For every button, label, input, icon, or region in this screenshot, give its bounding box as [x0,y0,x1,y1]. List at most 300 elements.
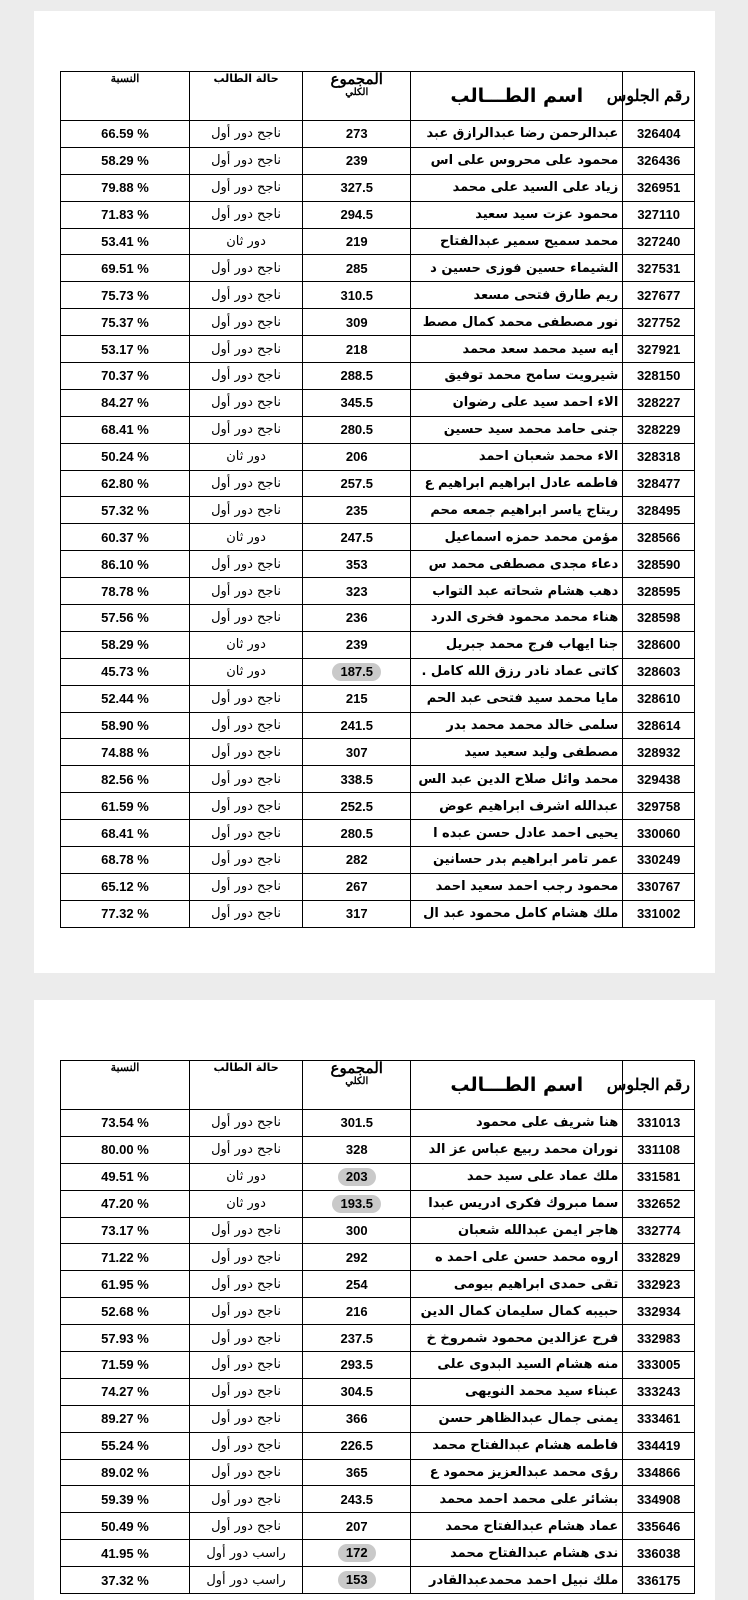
student-name-cell: نوران محمد ربيع عباس عز الد [411,1136,623,1163]
percent-number: 41.95 [101,1545,134,1561]
seat-number-cell: 332983 [623,1325,695,1352]
student-name-cell: هناء محمد محمود فخرى الدرد [411,605,623,632]
table-row [61,497,695,524]
percent-sign: % [133,1438,149,1454]
table-row [61,336,695,363]
percent-value [101,799,149,814]
percent-value [101,126,149,141]
percent-cell [61,497,190,524]
status-cell: راسب دور أول [189,1567,302,1594]
table-row [61,551,695,578]
total-cell [303,1190,411,1217]
percent-sign: % [133,529,149,545]
percent-value [101,772,149,787]
status-cell: دور ثان [189,524,302,551]
total-cell: 345.5 [303,389,411,416]
percent-cell [61,900,190,927]
percent-number: 84.27 [101,395,134,411]
seat-number-cell: 330060 [623,820,695,847]
percent-cell [61,470,190,497]
percent-number: 82.56 [101,771,134,787]
percent-cell [61,1244,190,1271]
status-cell: ناجح دور أول [189,739,302,766]
percent-sign: % [133,260,149,276]
total-cell: 365 [303,1459,411,1486]
table-row [61,793,695,820]
percent-sign: % [133,1518,149,1534]
seat-number-cell: 336175 [623,1567,695,1594]
total-cell: 216 [303,1298,411,1325]
total-cell: 257.5 [303,470,411,497]
percent-sign: % [133,1249,149,1265]
percent-number: 70.37 [101,368,134,384]
percent-number: 50.49 [101,1518,134,1534]
percent-sign: % [133,1491,149,1507]
student-name-cell: الشيماء حسين فوزى حسين د [411,255,623,282]
status-cell: دور ثان [189,443,302,470]
total-cell: 280.5 [303,416,411,443]
student-name-cell: عبناء سيد محمد النويهى [411,1378,623,1405]
percent-cell [61,1190,190,1217]
percent-sign: % [133,637,149,653]
table-row [61,1432,695,1459]
percent-number: 49.51 [101,1169,134,1185]
status-cell: ناجح دور أول [189,201,302,228]
status-cell: ناجح دور أول [189,605,302,632]
student-name-cell: محمود عزت سيد سعيد [411,201,623,228]
total-cell: 328 [303,1136,411,1163]
seat-number-cell: 333005 [623,1352,695,1379]
student-name-cell: هاجر ايمن عبدالله شعبان [411,1217,623,1244]
percent-number: 71.22 [101,1249,134,1265]
percent-cell [61,389,190,416]
table-row [61,658,695,685]
seat-number-cell: 332652 [623,1190,695,1217]
percent-value [101,1573,149,1588]
percent-value [101,261,149,276]
percent-sign: % [133,476,149,492]
seat-number-cell: 328603 [623,658,695,685]
status-cell: دور ثان [189,228,302,255]
percent-cell [61,551,190,578]
total-cell [303,658,411,685]
percent-value [101,1519,149,1534]
total-cell: 353 [303,551,411,578]
seat-number-cell: 329758 [623,793,695,820]
seat-number-cell: 326436 [623,147,695,174]
student-name-cell: جنى حامد محمد سيد حسين [411,416,623,443]
percent-value [101,557,149,572]
percent-cell [61,1352,190,1379]
percent-cell [61,605,190,632]
total-cell: 243.5 [303,1486,411,1513]
percent-cell [61,255,190,282]
status-cell: ناجح دور أول [189,766,302,793]
percent-cell [61,712,190,739]
header-row [61,72,695,121]
status-cell: دور ثان [189,631,302,658]
header-row [61,1061,695,1110]
percent-sign: % [133,1115,149,1131]
percent-number: 69.51 [101,260,134,276]
percent-value [101,1492,149,1507]
total-cell [303,1540,411,1567]
percent-number: 78.78 [101,583,134,599]
percent-number: 89.27 [101,1411,134,1427]
total-cell: 282 [303,847,411,874]
student-name-cell: بشائر على محمد احمد محمد [411,1486,623,1513]
student-name-cell: عبدالرحمن رضا عبدالرازق عبد [411,121,623,148]
percent-value [101,1465,149,1480]
header-total-label: المجموع [330,1060,383,1077]
table-row [61,1217,695,1244]
total-cell: 226.5 [303,1432,411,1459]
status-cell: ناجح دور أول [189,174,302,201]
status-cell: ناجح دور أول [189,820,302,847]
seat-number-cell: 327531 [623,255,695,282]
percent-number: 73.17 [101,1223,134,1238]
student-name-cell: دهب هشام شحاته عبد التواب [411,578,623,605]
status-cell: ناجح دور أول [189,793,302,820]
percent-value [101,1331,149,1346]
student-name-cell: تقى حمدى ابراهيم بيومى [411,1271,623,1298]
total-cell: 309 [303,309,411,336]
percent-value [101,449,149,464]
percent-cell [61,631,190,658]
percent-cell [61,1459,190,1486]
table-row [61,255,695,282]
student-name-cell: ايه سيد محمد سعد محمد [411,336,623,363]
percent-cell [61,201,190,228]
percent-value [101,1250,149,1265]
status-cell: ناجح دور أول [189,900,302,927]
total-cell [303,1163,411,1190]
total-cell: 292 [303,1244,411,1271]
percent-value [101,1196,149,1211]
table-row [61,873,695,900]
percent-number: 47.20 [101,1196,134,1212]
percent-cell [61,524,190,551]
student-name-cell: عماد هشام عبدالفتاح محمد [411,1513,623,1540]
total-cell: 327.5 [303,174,411,201]
seat-number-cell: 326951 [623,174,695,201]
table-row [61,389,695,416]
percent-number: 62.80 [101,476,134,492]
percent-number: 57.32 [101,502,134,518]
results-body-2 [61,1110,695,1594]
table-row [61,282,695,309]
percent-cell [61,1432,190,1459]
percent-number: 58.29 [101,153,134,169]
table-row [61,363,695,390]
percent-sign: % [133,1357,149,1373]
total-cell-value: 172 [338,1544,376,1562]
seat-number-cell: 326404 [623,121,695,148]
student-name-cell: سلمى خالد محمد محمد بدر [411,712,623,739]
status-cell: ناجح دور أول [189,416,302,443]
percent-cell [61,147,190,174]
percent-number: 61.95 [101,1276,134,1292]
percent-value [101,691,149,706]
total-cell: 239 [303,631,411,658]
status-cell: ناجح دور أول [189,389,302,416]
percent-sign: % [133,207,149,223]
header-status: حالة الطالب [189,1061,302,1110]
seat-number-cell: 328614 [623,712,695,739]
percent-number: 79.88 [101,180,134,196]
total-cell: 207 [303,1513,411,1540]
percent-value [101,718,149,733]
percent-cell [61,416,190,443]
table-row [61,309,695,336]
total-cell: 239 [303,147,411,174]
percent-sign: % [133,234,149,249]
status-cell: ناجح دور أول [189,1298,302,1325]
student-name-cell: محمود رجب احمد سعيد احمد [411,873,623,900]
seat-number-cell: 327677 [623,282,695,309]
percent-value [101,1546,149,1561]
status-cell: دور ثان [189,658,302,685]
total-cell: 301.5 [303,1110,411,1137]
table-row [61,766,695,793]
table-row [61,1298,695,1325]
percent-sign: % [133,1465,149,1481]
student-name-cell: ريتاج ياسر ابراهيم جمعه محم [411,497,623,524]
student-name-cell: عمر تامر ابراهيم بدر حسانين [411,847,623,874]
percent-value [101,530,149,545]
total-cell: 254 [303,1271,411,1298]
total-cell-value: 203 [338,1168,376,1186]
student-name-cell: ملك عماد على سيد حمد [411,1163,623,1190]
seat-number-cell: 328566 [623,524,695,551]
percent-value [101,852,149,867]
student-name-cell: محمود على محروس على اس [411,147,623,174]
header-seat: رقم الجلوس [623,1061,695,1110]
percent-cell [61,1217,190,1244]
percent-sign: % [133,395,149,411]
percent-number: 50.24 [101,449,134,465]
percent-value [101,1438,149,1453]
percent-number: 68.41 [101,422,134,438]
student-name-cell: مصطفى وليد سعيد سيد [411,739,623,766]
seat-number-cell: 328150 [623,363,695,390]
percent-cell [61,121,190,148]
results-page-1 [34,11,715,973]
total-cell: 300 [303,1217,411,1244]
percent-sign: % [133,153,149,169]
percent-sign: % [133,691,149,707]
total-cell: 236 [303,605,411,632]
table-row [61,1244,695,1271]
status-cell: ناجح دور أول [189,1486,302,1513]
percent-number: 37.32 [101,1572,134,1588]
status-cell: راسب دور أول [189,1540,302,1567]
percent-cell [61,847,190,874]
percent-cell [61,766,190,793]
percent-sign: % [133,422,149,438]
percent-number: 52.44 [101,691,134,707]
percent-number: 58.90 [101,718,134,734]
status-cell: ناجح دور أول [189,1136,302,1163]
seat-number-cell: 327240 [623,228,695,255]
status-cell: ناجح دور أول [189,309,302,336]
header-total [303,72,411,121]
percent-sign: % [133,1169,149,1185]
total-cell: 310.5 [303,282,411,309]
seat-number-cell: 331108 [623,1136,695,1163]
seat-number-cell: 328598 [623,605,695,632]
percent-value [101,1277,149,1292]
percent-value [101,395,149,410]
percent-cell [61,820,190,847]
seat-number-cell: 328595 [623,578,695,605]
total-cell: 267 [303,873,411,900]
header-total [303,1061,411,1110]
seat-number-cell: 334908 [623,1486,695,1513]
table-row [61,1513,695,1540]
status-cell: ناجح دور أول [189,685,302,712]
student-name-cell: فاطمه عادل ابراهيم ابراهيم ع [411,470,623,497]
student-name-cell: ملك هشام كامل محمود عبد ال [411,900,623,927]
student-name-cell: حبيبه كمال سليمان كمال الدين [411,1298,623,1325]
percent-cell [61,1325,190,1352]
table-row [61,847,695,874]
percent-number: 61.59 [101,798,134,814]
percent-cell [61,1110,190,1137]
status-cell: ناجح دور أول [189,497,302,524]
header-name: اسم الطـــالب [411,72,623,121]
table-row [61,631,695,658]
status-cell: دور ثان [189,1163,302,1190]
percent-value [101,342,149,357]
percent-cell [61,658,190,685]
percent-number: 89.02 [101,1465,134,1481]
table-row [61,1110,695,1137]
percent-cell [61,174,190,201]
table-row [61,121,695,148]
percent-number: 55.24 [101,1438,134,1454]
percent-value [101,1115,149,1130]
table-row [61,820,695,847]
percent-cell [61,1486,190,1513]
percent-value [101,503,149,518]
percent-cell [61,1271,190,1298]
results-table-2 [60,1060,695,1594]
student-name-cell: مؤمن محمد حمزه اسماعيل [411,524,623,551]
table-row [61,174,695,201]
percent-number: 57.93 [101,1330,134,1346]
percent-number: 75.37 [101,314,134,330]
percent-number: 73.54 [101,1115,134,1131]
percent-value [101,664,149,679]
table-row [61,900,695,927]
seat-number-cell: 334866 [623,1459,695,1486]
percent-sign: % [133,449,149,465]
status-cell: ناجح دور أول [189,1244,302,1271]
status-cell: ناجح دور أول [189,1271,302,1298]
seat-number-cell: 333461 [623,1405,695,1432]
seat-number-cell: 328610 [623,685,695,712]
total-cell [303,1567,411,1594]
percent-number: 80.00 [101,1142,134,1158]
total-cell: 247.5 [303,524,411,551]
seat-number-cell: 328229 [623,416,695,443]
status-cell: ناجح دور أول [189,712,302,739]
seat-number-cell: 327752 [623,309,695,336]
total-cell: 241.5 [303,712,411,739]
percent-sign: % [133,1196,149,1212]
total-cell: 280.5 [303,820,411,847]
percent-cell [61,1405,190,1432]
student-name-cell: ندى هشام عبدالفتاح محمد [411,1540,623,1567]
total-cell: 273 [303,121,411,148]
percent-sign: % [133,664,149,680]
percent-value [101,1411,149,1426]
student-name-cell: دعاء مجدى مصطفى محمد س [411,551,623,578]
percent-sign: % [133,368,149,384]
seat-number-cell: 329438 [623,766,695,793]
status-cell: ناجح دور أول [189,363,302,390]
student-name-cell: منه هشام السيد البدوى على [411,1352,623,1379]
header-total-sub: الكلي [345,1076,369,1087]
percent-sign: % [133,771,149,787]
seat-number-cell: 327110 [623,201,695,228]
percent-value [101,368,149,383]
percent-number: 45.73 [101,664,134,680]
percent-cell [61,578,190,605]
table-row [61,1271,695,1298]
percent-cell [61,685,190,712]
seat-number-cell: 331581 [623,1163,695,1190]
percent-number: 68.41 [101,825,134,841]
percent-sign: % [133,341,149,357]
table-row [61,1378,695,1405]
percent-cell [61,336,190,363]
student-name-cell: ملك نبيل احمد محمدعبدالقادر [411,1567,623,1594]
student-name-cell: عبدالله اشرف ابراهيم عوض [411,793,623,820]
percent-cell [61,363,190,390]
seat-number-cell: 334419 [623,1432,695,1459]
table-row [61,1540,695,1567]
percent-cell [61,1513,190,1540]
percent-sign: % [133,1330,149,1346]
seat-number-cell: 332774 [623,1217,695,1244]
percent-number: 74.88 [101,744,134,760]
seat-number-cell: 328318 [623,443,695,470]
table-row [61,201,695,228]
status-cell: ناجح دور أول [189,578,302,605]
seat-number-cell: 328932 [623,739,695,766]
seat-number-cell: 332934 [623,1298,695,1325]
percent-sign: % [133,287,149,303]
table-row [61,685,695,712]
total-cell: 215 [303,685,411,712]
student-name-cell: مايا محمد سيد فتحى عبد الحم [411,685,623,712]
total-cell: 307 [303,739,411,766]
percent-sign: % [133,583,149,599]
student-name-cell: اروه محمد حسن على احمد ه [411,1244,623,1271]
seat-number-cell: 328477 [623,470,695,497]
percent-cell [61,1540,190,1567]
status-cell: ناجح دور أول [189,147,302,174]
table-row [61,470,695,497]
results-body-1 [61,121,695,928]
percent-cell [61,443,190,470]
percent-sign: % [133,879,149,895]
seat-number-cell: 328495 [623,497,695,524]
seat-number-cell: 335646 [623,1513,695,1540]
table-row [61,1459,695,1486]
